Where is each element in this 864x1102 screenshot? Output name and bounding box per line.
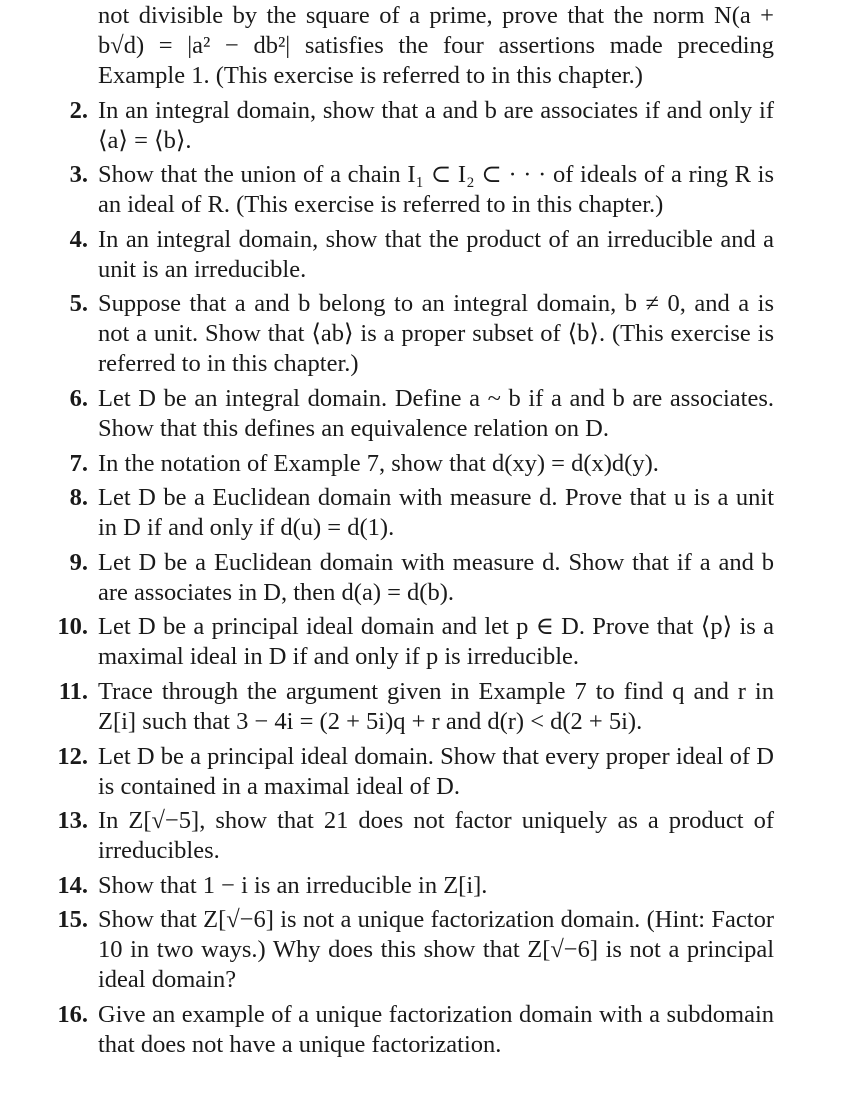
exercise-text: In the notation of Example 7, show that d(xy) = d(x)d(y). [98,449,659,477]
exercise-text: Let D be a Euclidean domain with measure d. Show that if a and b are associates in D, then d(a) = d(b). [98,548,774,606]
exercise-number: 4. [69,225,88,253]
exercise-text: In Z[√−5], show that 21 does not factor uniquely as a product of irreducibles. [98,807,774,865]
exercise-item [0,806,864,866]
exercise-list [0,1,864,1065]
exercise-text: Let D be a principal ideal domain. Show that every proper ideal of D is contained in a maximal ideal of D. [98,742,774,800]
exercise-item [0,871,864,901]
exercise-number: 6. [69,384,88,412]
exercise-number: 13. [57,807,88,835]
exercise-item [0,612,864,672]
exercise-number: 2. [69,96,88,124]
exercise-number: 7. [69,449,88,477]
exercise-text: Show that 1 − i is an irreducible in Z[i]. [98,871,488,899]
exercise-item [0,483,864,543]
exercise-item [0,449,864,479]
exercise-number: 8. [69,484,88,512]
exercise-text: Trace through the argument given in Example 7 to find q and r in Z[i] such that 3 − 4i = (2 + 5i)q + r and d(r) < d(2 + 5i). [98,677,774,735]
exercise-number: 10. [57,613,88,641]
exercise-number: 15. [57,906,88,934]
exercise-text: Let D be an integral domain. Define a ~ b if a and b are associates. Show that this defines an equivalence relation on D. [98,384,774,442]
exercise-item [0,160,864,220]
exercise-item [0,1000,864,1060]
exercise-text: Let D be a principal ideal domain and let p ∈ D. Prove that ⟨p⟩ is a maximal ideal in D if and only if p is irreducible. [98,613,774,671]
exercise-item [0,677,864,737]
exercise-text: not divisible by the square of a prime, prove that the norm N(a + b√d) = |a² − db²| satisfies the four assertions made preceding Example 1. (This exercise is referred to in this chapter.) [98,2,774,89]
exercise-number: 16. [57,1000,88,1028]
exercise-item [0,548,864,608]
exercise-text: Show that the union of a chain I₁ ⊂ I₂ ⊂ · · · of ideals of a ring R is an ideal of R. (This exercise is referred to in this chapter.) [98,161,774,219]
exercise-item [0,1,864,91]
exercise-number: 3. [69,161,88,189]
exercise-text: Show that Z[√−6] is not a unique factorization domain. (Hint: Factor 10 in two ways.) Why does this show that Z[√−6] is not a principal ideal domain? [98,906,774,994]
exercise-item [0,742,864,802]
exercise-number: 5. [69,290,88,318]
exercise-number: 12. [57,742,88,770]
exercise-number: 11. [58,677,88,705]
exercise-number: 14. [57,871,88,899]
exercise-item [0,289,864,379]
exercise-number: 9. [69,548,88,576]
exercise-text: In an integral domain, show that a and b are associates if and only if ⟨a⟩ = ⟨b⟩. [98,96,774,154]
exercise-item [0,225,864,285]
exercise-item [0,905,864,995]
exercise-text: Let D be a Euclidean domain with measure d. Prove that u is a unit in D if and only if d(u) = d(1). [98,484,774,542]
exercise-text: In an integral domain, show that the product of an irreducible and a unit is an irreducible. [98,225,774,283]
exercise-item [0,96,864,156]
exercise-text: Suppose that a and b belong to an integral domain, b ≠ 0, and a is not a unit. Show that ⟨ab⟩ is a proper subset of ⟨b⟩. (This exercise is referred to in this chapter.) [98,290,774,378]
exercise-text: Give an example of a unique factorization domain with a subdomain that does not have a unique factorization. [98,1000,774,1058]
exercise-item [0,384,864,444]
